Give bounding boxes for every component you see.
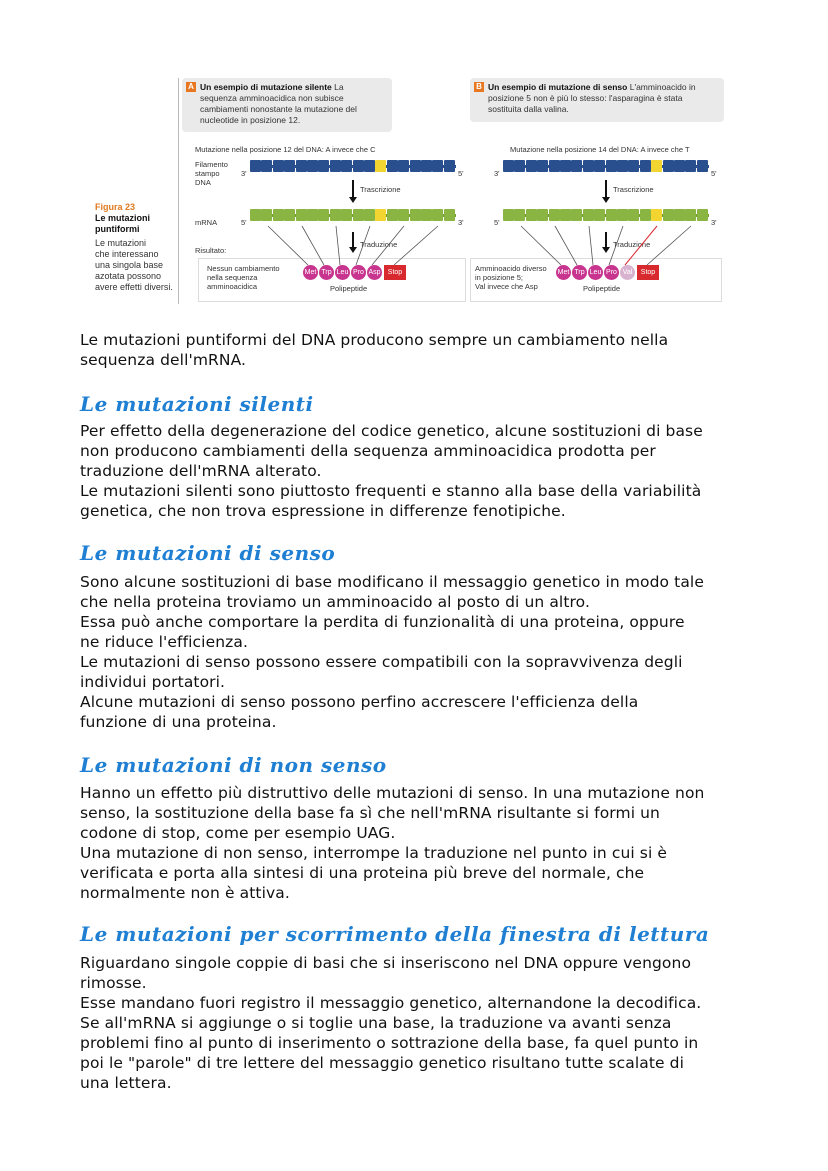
amino-acid-mutated: Val [620,265,635,280]
panel-b-desc-line: L'amminoacido in [629,82,696,92]
section-paragraph-silent [80,421,770,521]
panel-b-polypeptide-label: Polipeptide [583,284,621,293]
panel-b-title: Un esempio di mutazione di senso [488,82,628,92]
result-line: amminoacidica [207,282,258,291]
figure-title-line: puntiformi [95,224,140,234]
panel-a-desc-line: sequenza amminoacidica non subisce [200,93,344,103]
section-paragraph-frameshift [80,953,770,1093]
panel-b-mrna-3prime: 3' [711,218,717,227]
amino-acid: Pro [351,265,366,280]
figure-desc-line: una singola base [95,260,164,270]
section-heading-missense: Le mutazioni di senso [80,541,336,565]
text-line: Una mutazione di non senso, interrompe la traduzione nel punto in cui si è [80,844,668,862]
amino-acid: Pro [604,265,619,280]
amino-acid: Leu [335,265,350,280]
text-line: Le mutazioni di senso possono essere compatibili con la sopravvivenza degli [80,653,683,671]
figure-desc-line: azotata possono [95,271,162,281]
panel-b-translation: Traduzione [613,240,651,249]
result-line: Nessun cambiamento [207,264,280,273]
text-line: senso, la sostituzione della base fa sì che nell'mRNA risultante si formi un [80,804,660,822]
codon-connector-lines [0,0,828,320]
text-line: normalmente non è attiva. [80,884,290,902]
text-line: funzione di una proteina. [80,713,277,731]
amino-acid: Trp [572,265,587,280]
panel-b-desc-line: posizione 5 non è più lo stesso: l'asparagina è stata [488,93,683,103]
text-line: che nella proteina troviamo un amminoacido al posto di un altro. [80,593,590,611]
figure-title-line: Le mutazioni [95,213,151,223]
section-heading-frameshift: Le mutazioni per scorrimento della finestra di lettura [80,922,710,946]
panel-b-dna-3prime: 3' [494,169,500,178]
panel-b-transcription: Trascrizione [613,185,654,194]
amino-acid: Trp [319,265,334,280]
section-paragraph-nonsense [80,783,770,903]
panel-b-badge: B [474,82,484,92]
figure-number: Figura 23 [95,202,136,212]
text-line: Sono alcune sostituzioni di base modificano il messaggio genetico in modo tale [80,573,704,591]
strand-label-line: DNA [195,178,211,187]
panel-a-desc-line: cambiamenti nonostante la mutazione del [200,104,357,114]
panel-a-dna-3prime: 3' [241,169,247,178]
text-line: sequenza dell'mRNA. [80,351,247,369]
result-line: nella sequenza [207,273,258,282]
panel-b-caption: Mutazione nella posizione 14 del DNA: A invece che T [510,145,690,154]
text-line: poi le "parole" di tre lettere del messaggio genetico risultano tutte scalate di [80,1054,685,1072]
panel-a-translation: Traduzione [360,240,398,249]
text-line: traduzione dell'mRNA alterato. [80,462,322,480]
text-line: codone di stop, come per esempio UAG. [80,824,396,842]
panel-a-badge: A [186,82,196,92]
amino-acid: Asp [367,265,382,280]
panel-a-result-label: Risultato: [195,246,227,255]
figure-desc-line: che interessano [95,249,159,259]
strand-label-line: Filamento [195,160,228,169]
panel-a-title: Un esempio di mutazione silente [200,82,332,92]
result-line: Amminoacido diverso [475,264,547,273]
intro-paragraph [80,330,770,370]
amino-acid: Leu [588,265,603,280]
panel-a-desc-line: nucleotide in posizione 12. [200,115,301,125]
result-line: Val invece che Asp [475,282,538,291]
amino-acid: Met [556,265,571,280]
text-line: individui portatori. [80,673,226,691]
panel-b-desc-line: sostituita dalla valina. [488,104,569,114]
text-line: Alcune mutazioni di senso possono perfino accrescere l'efficienza della [80,693,639,711]
panel-b-mrna-5prime: 5' [494,218,500,227]
figure-desc-line: Le mutazioni [95,238,147,248]
text-line: Essa può anche comportare la perdita di funzionalità di una proteina, oppure [80,613,685,631]
text-line: una lettera. [80,1074,172,1092]
text-line: genetica, che non trova espressione in differenze fenotipiche. [80,502,566,520]
text-line: ne riduce l'efficienza. [80,633,248,651]
text-line: Hanno un effetto più distruttivo delle mutazioni di senso. In una mutazione non [80,784,705,802]
stop-codon-badge: Stop [384,265,406,280]
panel-b-dna-5prime: 5' [711,169,717,178]
section-paragraph-missense [80,572,770,732]
panel-a-mrna-5prime: 5' [241,218,247,227]
text-line: rimosse. [80,974,147,992]
strand-label-line: stampo [195,169,220,178]
panel-a-mrna-3prime: 3' [458,218,464,227]
figure-desc-line: avere effetti diversi. [95,282,173,292]
text-line: Le mutazioni puntiformi del DNA producono sempre un cambiamento nella [80,331,669,349]
text-line: Le mutazioni silenti sono piuttosto frequenti e stanno alla base della variabilità [80,482,702,500]
stop-codon-badge: Stop [637,265,659,280]
section-heading-silent: Le mutazioni silenti [80,392,314,416]
panel-a-desc-line: La [334,82,344,92]
panel-a-polypeptide-label: Polipeptide [330,284,368,293]
amino-acid: Met [303,265,318,280]
section-heading-nonsense: Le mutazioni di non senso [80,753,387,777]
text-line: problemi fino al punto di inserimento o sottrazione della base, fa quel punto in [80,1034,699,1052]
panel-a-caption: Mutazione nella posizione 12 del DNA: A invece che C [195,145,376,154]
panel-a-transcription: Trascrizione [360,185,401,194]
text-line: verificata e porta alla sintesi di una proteina più breve del normale, che [80,864,645,882]
text-line: Per effetto della degenerazione del codice genetico, alcune sostituzioni di base [80,422,703,440]
text-line: Esse mandano fuori registro il messaggio genetico, alternandone la decodifica. [80,994,702,1012]
panel-a-mrna-label: mRNA [195,218,218,227]
text-line: Se all'mRNA si aggiunge o si toglie una base, la traduzione va avanti senza [80,1014,672,1032]
text-line: Riguardano singole coppie di basi che si inseriscono nel DNA oppure vengono [80,954,692,972]
text-line: non producono cambiamenti della sequenza amminoacidica prodotta per [80,442,656,460]
panel-a-dna-5prime: 5' [458,169,464,178]
result-line: in posizione 5; [475,273,523,282]
